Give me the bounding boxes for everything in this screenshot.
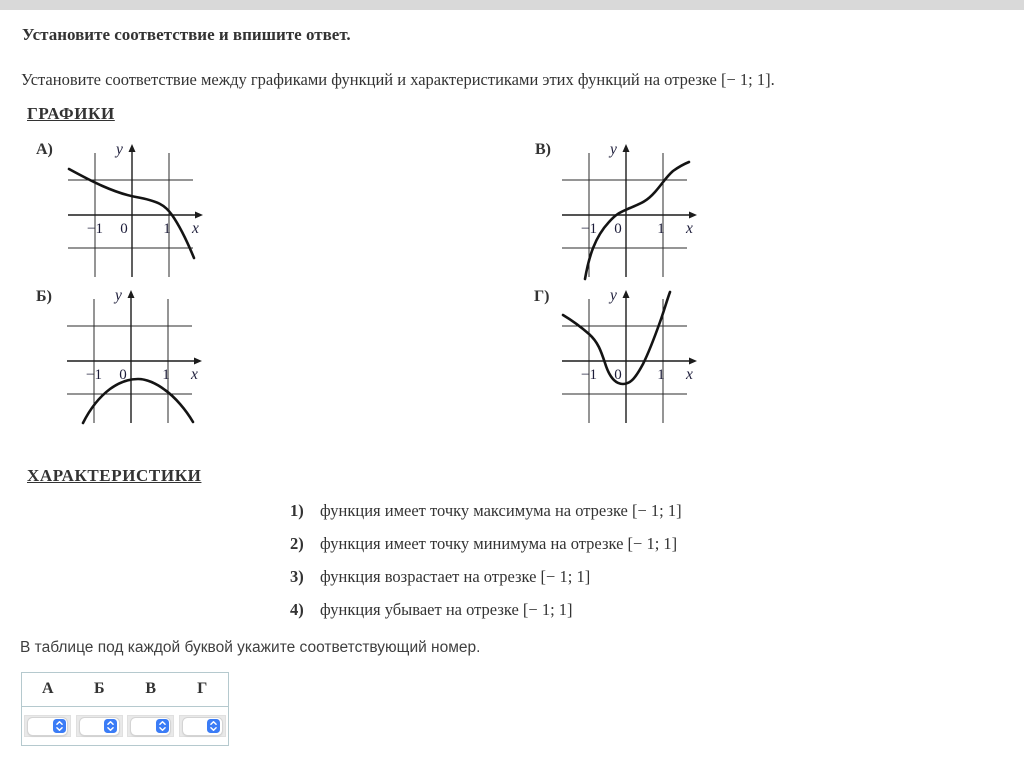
characteristic-item-1 [290, 501, 682, 534]
characteristic-item-3 [290, 567, 682, 600]
tick-1: 1 [657, 221, 665, 237]
answer-table-header-row [22, 673, 228, 707]
answer-select-box-a [24, 715, 71, 737]
graph-label-g: Г) [534, 288, 550, 305]
characteristic-text: функция убывает на отрезке [− 1; 1] [320, 600, 573, 619]
answer-cell-g [177, 715, 229, 737]
characteristic-number: 3) [290, 567, 304, 586]
characteristic-text: функция возрастает на отрезке [− 1; 1] [320, 567, 591, 586]
answer-select-g[interactable] [183, 718, 222, 735]
graph-plot-g [560, 284, 700, 428]
answer-select-box-g [179, 715, 226, 737]
characteristic-item-2 [290, 534, 682, 567]
tick-minus1: −1 [87, 221, 103, 237]
column-header-a: А [41, 680, 54, 697]
characteristic-number: 2) [290, 534, 304, 553]
x-axis-label: x [192, 220, 199, 237]
x-axis-label: x [686, 366, 693, 383]
tick-1: 1 [163, 221, 171, 237]
column-header-v: В [145, 680, 157, 697]
graph-plot-b [65, 284, 205, 428]
characteristics-list [290, 501, 682, 633]
tick-1: 1 [162, 367, 170, 383]
y-axis-arrow-icon [128, 290, 135, 298]
x-axis-arrow-icon [689, 358, 697, 365]
column-header-b: Б [93, 680, 105, 697]
answer-table-select-row [22, 707, 228, 745]
graphs-heading: ГРАФИКИ [27, 104, 115, 123]
tick-minus1: −1 [581, 367, 597, 383]
page-title: Установите соответствие и впишите ответ. [22, 25, 351, 44]
characteristic-number: 4) [290, 600, 304, 619]
graph-label-v: В) [535, 141, 551, 158]
answer-cell-v [125, 715, 177, 737]
y-axis-arrow-icon [129, 144, 136, 152]
table-instruction: В таблице под каждой буквой укажите соответствующий номер. [20, 639, 481, 656]
answer-cell-a [22, 715, 74, 737]
tick-0: 0 [614, 221, 622, 237]
select-stepper-icon [104, 719, 117, 733]
graph-label-a: А) [36, 141, 53, 158]
task-instruction: Установите соответствие между графиками функций и характеристиками этих функций на отрезке [− 1; 1]. [21, 70, 775, 89]
tick-minus1: −1 [86, 367, 102, 383]
x-axis-label: x [191, 366, 198, 383]
tick-minus1: −1 [581, 221, 597, 237]
column-header-g: Г [197, 680, 208, 697]
characteristic-item-4 [290, 600, 682, 633]
characteristic-text: функция имеет точку минимума на отрезке [− 1; 1] [320, 534, 678, 553]
answer-table [21, 672, 229, 746]
top-bar [0, 0, 1024, 10]
answer-select-box-v [127, 715, 174, 737]
select-stepper-icon [207, 719, 220, 733]
characteristic-text: функция имеет точку максимума на отрезке [− 1; 1] [320, 501, 682, 520]
answer-cell-b [74, 715, 126, 737]
graph-plot-a [66, 138, 206, 282]
tick-0: 0 [120, 221, 128, 237]
x-axis-arrow-icon [689, 212, 697, 219]
y-axis-arrow-icon [623, 290, 630, 298]
answer-select-b[interactable] [80, 718, 119, 735]
graph-plot-v [560, 138, 700, 282]
tick-0: 0 [614, 367, 622, 383]
function-curve-b [83, 379, 193, 423]
select-stepper-icon [156, 719, 169, 733]
graph-label-b: Б) [36, 288, 52, 305]
tick-1: 1 [657, 367, 665, 383]
x-axis-label: x [686, 220, 693, 237]
tick-0: 0 [119, 367, 127, 383]
select-stepper-icon [53, 719, 66, 733]
y-axis-label: y [115, 287, 122, 304]
x-axis-arrow-icon [195, 212, 203, 219]
answer-select-v[interactable] [131, 718, 170, 735]
characteristic-number: 1) [290, 501, 304, 520]
y-axis-label: y [116, 141, 123, 158]
y-axis-label: y [610, 141, 617, 158]
y-axis-arrow-icon [623, 144, 630, 152]
answer-select-box-b [76, 715, 123, 737]
answer-select-a[interactable] [28, 718, 67, 735]
x-axis-arrow-icon [194, 358, 202, 365]
y-axis-label: y [610, 287, 617, 304]
characteristics-heading: ХАРАКТЕРИСТИКИ [27, 466, 202, 485]
